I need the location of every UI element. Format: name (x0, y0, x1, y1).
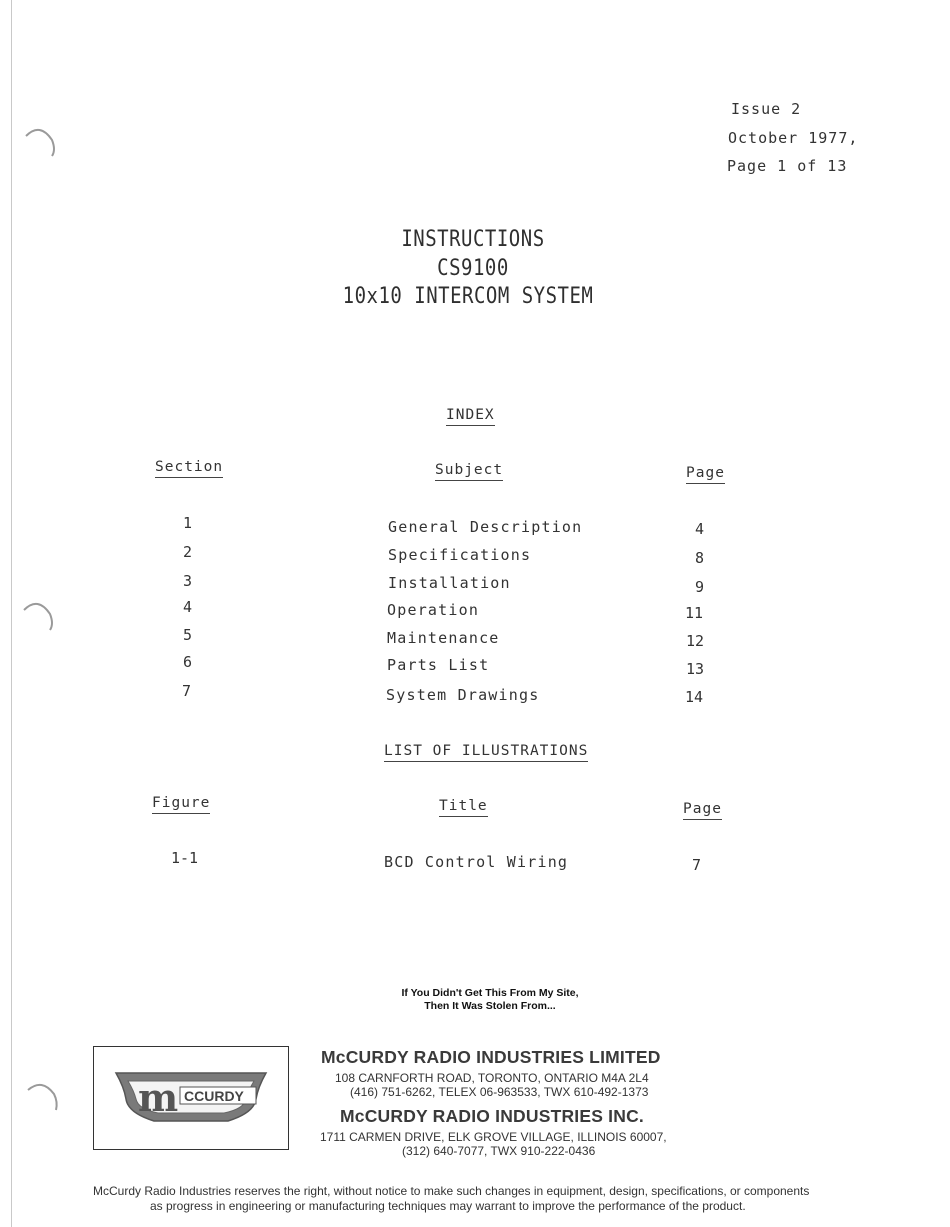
index-row-section: 1 (183, 514, 193, 532)
issue-number: Issue 2 (731, 100, 802, 118)
index-row-page: 14 (685, 688, 704, 706)
company-logo-box (93, 1046, 289, 1150)
illustration-row-figure: 1-1 (171, 849, 199, 867)
index-col-page: Page (686, 465, 725, 484)
index-row-subject: Parts List (387, 656, 490, 674)
illustrations-col-title: Title (439, 798, 488, 817)
page-count: Page 1 of 13 (727, 157, 848, 175)
illustration-row-page: 7 (692, 856, 702, 874)
system-name: 10x10 INTERCOM SYSTEM (342, 283, 594, 309)
index-row-subject: General Description (388, 518, 583, 536)
index-row-subject: Specifications (388, 546, 532, 564)
punch-hole-mark-middle (20, 592, 62, 632)
index-row-section: 7 (182, 682, 192, 700)
canada-phone: (416) 751-6262, TELEX 06-963533, TWX 610-492-1373 (350, 1085, 649, 1099)
canada-address: 108 CARNFORTH ROAD, TORONTO, ONTARIO M4A 2L4 (335, 1071, 649, 1085)
index-row-page: 4 (695, 520, 705, 538)
index-row-section: 3 (183, 572, 193, 590)
index-heading: INDEX (446, 407, 495, 426)
watermark-notice (340, 987, 640, 1013)
us-phone: (312) 640-7077, TWX 910-222-0436 (402, 1144, 596, 1158)
us-company-name: McCURDY RADIO INDUSTRIES INC. (340, 1106, 644, 1126)
issue-date: October 1977, (728, 129, 859, 147)
index-row-subject: System Drawings (386, 686, 540, 704)
index-row-page: 8 (695, 549, 705, 567)
disclaimer-line1: McCurdy Radio Industries reserves the right, without notice to make such changes in equipment, design, specifications, or components (93, 1184, 810, 1198)
model-number: CS9100 (437, 255, 509, 281)
watermark-notice-line1: If You Didn't Get This From My Site, (401, 987, 579, 999)
index-row-section: 6 (183, 653, 193, 671)
illustrations-col-page: Page (683, 801, 722, 820)
index-row-subject: Installation (388, 574, 511, 592)
illustration-row-title: BCD Control Wiring (384, 853, 569, 871)
index-row-section: 4 (183, 598, 193, 616)
index-row-subject: Operation (387, 601, 480, 619)
logo-text: CCURDY (184, 1088, 244, 1104)
index-row-page: 9 (695, 578, 705, 596)
svg-text:m: m (138, 1075, 179, 1120)
illustrations-col-figure: Figure (152, 795, 210, 814)
mccurdy-logo (108, 1065, 274, 1131)
index-row-subject: Maintenance (387, 629, 500, 647)
index-row-section: 5 (183, 626, 193, 644)
canada-company-name: McCURDY RADIO INDUSTRIES LIMITED (321, 1047, 661, 1067)
watermark-notice-line2: Then It Was Stolen From... (424, 1000, 556, 1012)
index-row-page: 12 (686, 632, 705, 650)
us-address: 1711 CARMEN DRIVE, ELK GROVE VILLAGE, ILLINOIS 60007, (320, 1130, 667, 1144)
punch-hole-mark-top (22, 118, 64, 158)
punch-hole-mark-bottom (24, 1076, 66, 1116)
page-edge-line (11, 0, 12, 1227)
document-title: INSTRUCTIONS (401, 226, 545, 252)
index-row-page: 13 (686, 660, 705, 678)
illustrations-heading: LIST OF ILLUSTRATIONS (384, 743, 588, 762)
index-col-subject: Subject (435, 462, 503, 481)
index-row-page: 11 (685, 604, 704, 622)
index-row-section: 2 (183, 543, 193, 561)
disclaimer-line2: as progress in engineering or manufacturing techniques may warrant to improve the performance of the product. (150, 1199, 746, 1213)
index-col-section: Section (155, 459, 223, 478)
